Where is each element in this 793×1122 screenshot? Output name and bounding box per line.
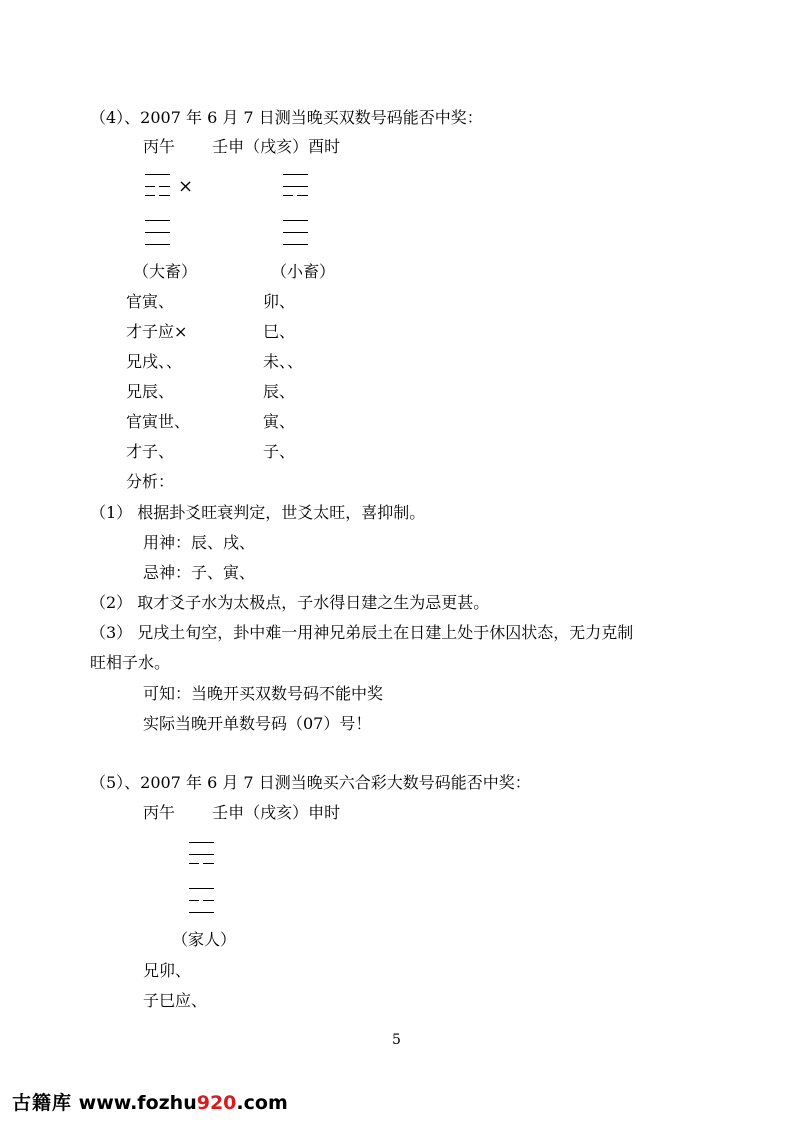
- yao-jiaren-1: 兄卯、: [143, 961, 192, 980]
- yao-left-6: 才子、: [126, 442, 175, 461]
- site-url-number: 920: [196, 1092, 237, 1114]
- yao-left-4: 兄辰、: [126, 382, 175, 401]
- site-url-prefix: www.fozhu: [78, 1092, 197, 1114]
- gua-name-xiaochu: （小畜）: [271, 262, 336, 281]
- analysis-point-3: （3） 兄戌土旬空，卦中难一用神兄弟辰土在日建上处于休囚状态，无力克制: [90, 623, 634, 642]
- site-url-suffix: .com: [236, 1092, 288, 1114]
- yao-right-2: 巳、: [263, 322, 296, 341]
- section5-date-line: 丙午 壬申（戌亥）申时: [143, 803, 341, 822]
- yao-left-3: 兄戌、、: [126, 352, 183, 371]
- section5-title: （5）、2007 年 6 月 7 日测当晚买六合彩大数号码能否中奖：: [90, 773, 531, 792]
- yao-jiaren-2: 子巳应、: [143, 991, 208, 1010]
- actual-result-line: 实际当晚开单数号码（07）号！: [143, 714, 372, 733]
- hexagram-xiaochu-icon: [283, 172, 317, 248]
- yongshen-line: 用神：辰、戌、: [143, 533, 256, 552]
- page-number: 5: [392, 1032, 401, 1048]
- moving-line-mark: ×: [178, 176, 194, 197]
- gua-name-jiaren: （家人）: [172, 930, 237, 949]
- yao-right-1: 卯、: [263, 292, 296, 311]
- yao-left-1: 官寅、: [126, 292, 175, 311]
- yao-right-4: 辰、: [263, 382, 296, 401]
- yao-right-6: 子、: [263, 442, 296, 461]
- site-watermark: [12, 1088, 288, 1115]
- yao-right-5: 寅、: [263, 412, 296, 431]
- section4-date-line: 丙午 壬申（戌亥）酉时: [143, 137, 341, 156]
- analysis-point-3-cont: 旺相子水。: [90, 653, 171, 672]
- analysis-point-2: （2） 取才爻子水为太极点，子水得日建之生为忌更甚。: [90, 593, 490, 612]
- gua-name-dachu: （大畜）: [133, 262, 198, 281]
- hexagram-dachu-icon: [145, 172, 179, 248]
- analysis-point-1: （1） 根据卦爻旺衰判定，世爻太旺，喜抑制。: [90, 503, 426, 522]
- yao-left-2: 才子应×: [126, 322, 188, 341]
- hexagram-jiaren-icon: [189, 840, 223, 916]
- yao-left-5: 官寅世、: [126, 412, 191, 431]
- conclusion-line: 可知：当晚开买双数号码不能中奖: [143, 684, 384, 703]
- jishen-line: 忌神：子、寅、: [143, 563, 256, 582]
- site-name: 古籍库: [12, 1092, 73, 1114]
- analysis-label: 分析：: [126, 472, 175, 491]
- section4-title: （4）、2007 年 6 月 7 日测当晚买双数号码能否中奖：: [90, 108, 483, 127]
- yao-right-3: 未、、: [263, 352, 304, 371]
